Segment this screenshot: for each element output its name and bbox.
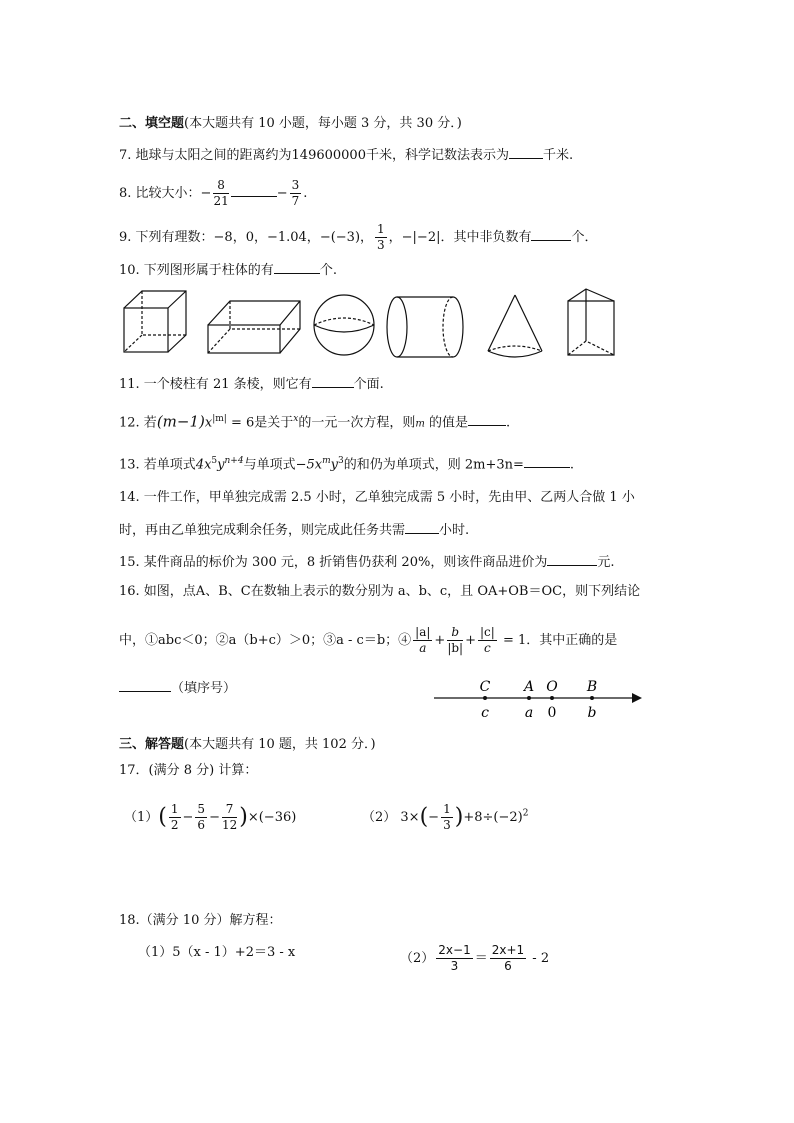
- section-2-heading: [119, 114, 462, 134]
- q9-fraction: [375, 222, 387, 253]
- axis-label-B: B: [586, 679, 598, 695]
- question-18-part-1: （1）5（x - 1）+2＝3 - x: [138, 945, 296, 960]
- q17-f2n: 5: [197, 802, 206, 816]
- q15-tail: 元.: [597, 555, 615, 570]
- q17-f4d: 3: [443, 818, 451, 832]
- cuboid-shape: [208, 301, 300, 353]
- q18-f1d: 3: [450, 959, 459, 973]
- q12-e: x: [293, 414, 299, 424]
- q13-b: 4x: [195, 457, 212, 473]
- axis-label-C: C: [479, 679, 491, 695]
- question-17-part-1: （1）( $\frac{1}{2}$ − $\frac{5}{6}$ − $\frac{7}{12}$ )×(−36): [124, 802, 297, 832]
- question-12: [119, 409, 510, 434]
- q8-f1-numerator: 8: [213, 178, 228, 194]
- q8-f2-denominator: 7: [291, 194, 300, 208]
- question-16-line-1: 16. 如图，点A、B、C在数轴上表示的数分别为 a、b、c，且 OA+OB＝OC，则下列结论: [119, 584, 641, 599]
- q12-a: 12. 若: [119, 415, 157, 431]
- q17-p1: （1）: [124, 810, 159, 825]
- q17-f3d: 12: [221, 818, 238, 832]
- question-10: [119, 259, 337, 281]
- axis-label-A: A: [523, 679, 535, 695]
- q16-frac-c: [478, 625, 497, 656]
- sphere-shape: [314, 295, 374, 355]
- q16-frac-a: [413, 625, 432, 656]
- q11-tail: 个面.: [353, 377, 384, 392]
- q7-tail: 千米.: [542, 148, 574, 163]
- q16-fc-n: |c|: [480, 625, 495, 639]
- question-14-line-2: [119, 519, 469, 541]
- q13-e1: 5: [211, 456, 218, 466]
- cylinder-shape: [387, 297, 463, 357]
- question-18-part-2: [400, 943, 549, 974]
- q18-f1: [436, 943, 472, 974]
- q7-text: 7. 地球与太阳之间的距离约为149600000千米，科学记数法表示为: [119, 148, 509, 163]
- axis-value-c: c: [481, 705, 489, 721]
- q13-h: 的和仍为单项式，则 2m+3n=: [343, 457, 524, 473]
- q13-e3: m: [322, 456, 331, 466]
- q13-f: −5x: [295, 457, 323, 473]
- q12-b: (m−1): [156, 412, 205, 431]
- question-17-part-2: （2） 3×(− $\frac{1}{3}$ )$+8\div(-2)^2$: [362, 802, 529, 832]
- q17-p1tail: ×(−36): [247, 810, 297, 825]
- question-9: [119, 222, 598, 253]
- q12-exp: |m|: [212, 414, 227, 424]
- q8-blank[interactable]: [231, 182, 277, 197]
- question-8: 8. 比较大小：− $\frac{8}{21}$ − $\frac{3}{7}$ .: [119, 178, 308, 208]
- q13-e2: n+4: [224, 456, 244, 466]
- q12-f: 的一元一次方程，则: [298, 415, 416, 431]
- q9-paren: −(−3)，: [319, 230, 374, 245]
- q17-f3n: 7: [222, 802, 237, 818]
- q9-prefix: 9. 下列有理数：−8，0，−1.04，: [119, 230, 320, 245]
- question-16-line-3: [119, 677, 236, 699]
- q17-f1n: 1: [170, 802, 179, 816]
- axis-value-a: a: [524, 705, 534, 721]
- q18-f1n: 2x−1: [438, 943, 471, 957]
- q10-blank[interactable]: [274, 259, 320, 274]
- axis-label-O: O: [546, 679, 558, 695]
- section-2-note: (本大题共有 10 小题，每小题 3 分，共 30 分．): [184, 116, 462, 131]
- q12-g: m: [415, 418, 425, 430]
- q9-numerator: 1: [377, 222, 385, 236]
- q8-prefix: 8. 比较大小：: [119, 186, 201, 201]
- q17-f1: [169, 802, 181, 833]
- q13-c: y: [217, 457, 225, 473]
- q18-f2d: 6: [504, 959, 512, 973]
- q18-p2tail: - 2: [528, 951, 550, 966]
- axis-value-b: b: [587, 705, 597, 721]
- question-16-line-2: 中，①abc＜0；②a（b+c）＞0；③a - c＝b；④ $\frac{|a|}{a}$ + $\frac{b}{|b|}$ + $\frac{|c|}{c}$ = 1．其中正确的是: [119, 625, 618, 655]
- question-7: [119, 144, 573, 166]
- q18-eq: ＝: [474, 951, 488, 966]
- q8-minus-1: −: [200, 186, 212, 201]
- q9-blank[interactable]: [531, 226, 571, 241]
- question-17-head: 17．(满分 8 分) 计算：: [119, 763, 258, 778]
- section-3-title: 三、解答题: [119, 737, 185, 752]
- q12-c: x: [204, 415, 213, 431]
- triangular-prism-shape: [568, 289, 614, 355]
- q17-f4: [441, 802, 453, 833]
- q12-blank[interactable]: [468, 411, 506, 426]
- q16-l3: （填序号）: [171, 681, 237, 696]
- q16-fc-d: c: [484, 641, 491, 655]
- question-11: [119, 373, 384, 395]
- q17-f3: [222, 802, 237, 833]
- q7-blank[interactable]: [509, 144, 543, 159]
- q17-p2tail: +8÷(−2): [463, 810, 523, 825]
- q12-d: = 6是关于: [226, 415, 294, 431]
- q8-fraction-1: [213, 178, 228, 209]
- q14-line2: 时，再由乙单独完成剩余任务，则完成此任务共需: [119, 523, 406, 538]
- q10-tail: 个.: [319, 263, 337, 278]
- q17-f2d: 6: [197, 818, 206, 832]
- q13-a: 13. 若单项式: [119, 457, 196, 473]
- q17-p2: （2） 3×: [362, 810, 420, 825]
- q16-fa-n: |a|: [415, 625, 431, 639]
- q16-l2b: = 1．其中正确的是: [498, 633, 618, 648]
- q16-fa-d: a: [419, 641, 427, 655]
- section-3-note: (本大题共有 10 题，共 102 分．): [184, 737, 376, 752]
- section-2-title: 二、填空题: [119, 116, 185, 131]
- q9-tail: 个．: [571, 230, 598, 245]
- q17-f1d: 2: [170, 818, 179, 832]
- question-13: [119, 451, 574, 475]
- q8-fraction-2: [290, 178, 302, 209]
- q18-p2: （2）: [400, 951, 435, 966]
- q16-fb-d: |b|: [447, 641, 464, 655]
- q12-tail: .: [505, 415, 511, 431]
- q17-f2: [195, 802, 207, 833]
- q15-text: 15. 某件商品的标价为 300 元，8 折销售仍获利 20%，则该件商品进价为: [119, 555, 548, 570]
- q13-e4: 3: [338, 456, 344, 466]
- question-18-head: 18.（满分 10 分）解方程：: [119, 913, 282, 928]
- cube-shape: [124, 291, 186, 352]
- q17-f4n: 1: [443, 802, 451, 816]
- q8-f2-numerator: 3: [291, 178, 300, 192]
- q8-minus-2: −: [276, 186, 288, 201]
- q11-blank[interactable]: [312, 373, 354, 388]
- q13-tail: .: [569, 457, 575, 473]
- q16-l2a: 中，①abc＜0；②a（b+c）＞0；③a - c＝b；④: [119, 633, 412, 648]
- cone-shape: [488, 295, 542, 357]
- q16-frac-b: [447, 625, 463, 656]
- q10-solids-figure: [0, 283, 794, 363]
- section-3-heading: [119, 735, 376, 755]
- q11-text: 11. 一个棱柱有 21 条棱，则它有: [119, 377, 312, 392]
- q18-f2n: 2x+1: [491, 943, 525, 957]
- q14-blank[interactable]: [405, 519, 439, 534]
- q16-number-line: [428, 676, 648, 724]
- q12-h: 的值是: [424, 415, 468, 431]
- q16-blank[interactable]: [119, 677, 171, 692]
- q13-g: y: [330, 457, 339, 473]
- q15-blank[interactable]: [547, 551, 597, 566]
- q18-f2: [490, 943, 526, 974]
- q14-tail: 小时.: [439, 523, 470, 538]
- q13-blank[interactable]: [524, 453, 570, 468]
- q9-denominator: 3: [377, 238, 385, 252]
- axis-value-0: 0: [547, 705, 557, 721]
- question-14-line-1: 14. 一件工作，甲单独完成需 2.5 小时，乙单独完成需 5 小时，先由甲、乙两人合做 1 小: [119, 490, 635, 505]
- question-15: [119, 551, 614, 573]
- q16-fb-n: b: [447, 625, 463, 641]
- q8-f1-denominator: 21: [213, 194, 229, 208]
- q13-d: 与单项式: [243, 457, 296, 473]
- q9-abs: ，−|−2|．其中非负数有: [388, 230, 532, 245]
- q10-text: 10. 下列图形属于柱体的有: [119, 263, 274, 278]
- q17-p2exp: 2: [522, 808, 529, 819]
